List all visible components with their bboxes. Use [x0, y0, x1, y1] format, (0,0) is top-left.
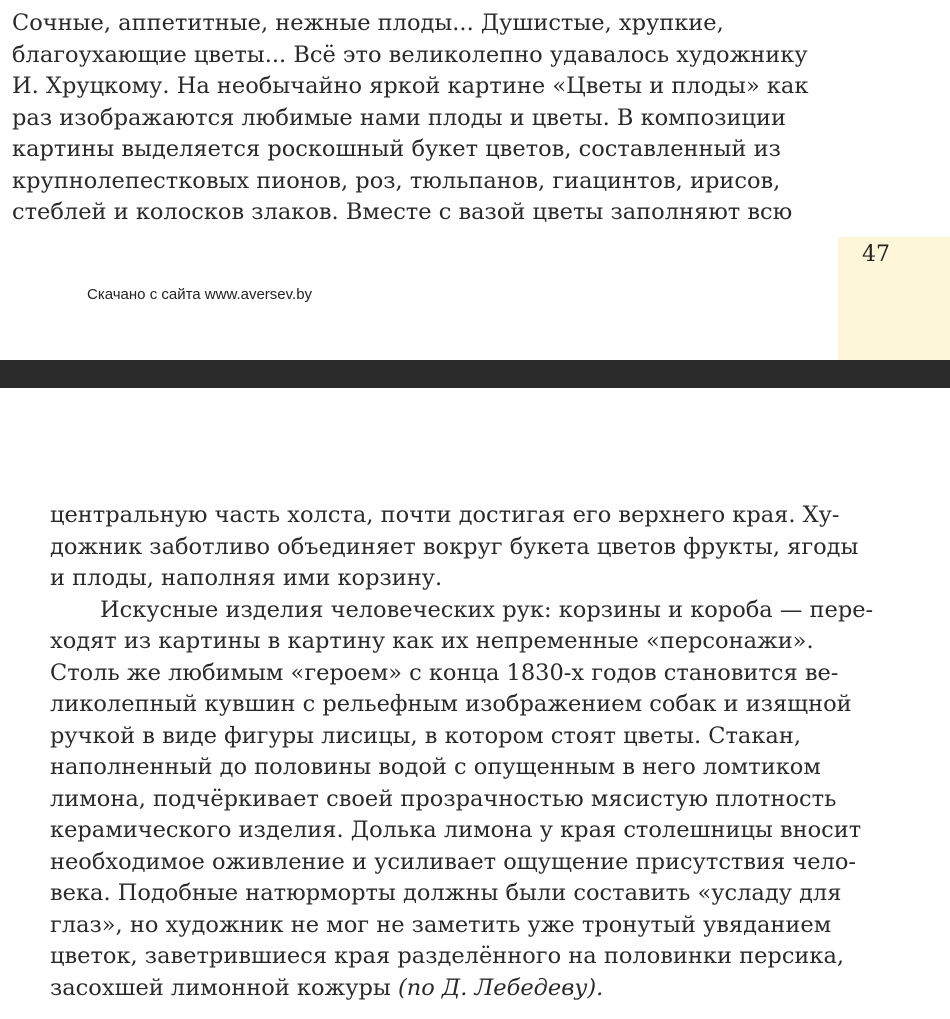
- top-page: [0, 0, 950, 360]
- page-number: 47: [862, 242, 890, 267]
- text-line: необходимое оживление и усиливает ощущение присутствия чело-: [50, 848, 857, 875]
- text-line-content: засохшей лимонной кожуры: [50, 974, 391, 1001]
- attribution: (по Д. Лебедеву).: [397, 974, 604, 1001]
- text-line: ходят из картины в картину как их непременные «персонажи».: [50, 628, 814, 654]
- bottom-page-paragraph: [50, 500, 935, 1004]
- text-line: Искусные изделия человеческих рук: корзины и короба — пере-: [100, 596, 874, 623]
- top-page-paragraph: [12, 8, 897, 229]
- text-line: благоухающие цветы... Всё это великолепно удавалось художнику: [12, 41, 808, 68]
- text-line: ликолепный кувшин с рельефным изображением собак и изящной: [50, 691, 852, 717]
- text-line: центральную часть холста, почти достигая его верхнего края. Ху-: [50, 502, 840, 528]
- page-divider: [0, 360, 950, 388]
- text-line: наполненный до половины водой с опущенным в него ломтиком: [50, 754, 821, 780]
- text-line: цветок, заветрившиеся края разделённого на половинки персика,: [50, 943, 845, 969]
- text-line: ручкой в виде фигуры лисицы, в котором стоят цветы. Стакан,: [50, 722, 801, 749]
- text-line: керамического изделия. Долька лимона у края столешницы вносит: [50, 817, 862, 843]
- last-text-line: [50, 973, 935, 1005]
- text-line: раз изображаются любимые нами плоды и цветы. В композиции: [12, 104, 786, 131]
- text-line: крупнолепестковых пионов, роз, тюльпанов, гиацинтов, ирисов,: [12, 167, 781, 194]
- text-line: лимона, подчёркивает своей прозрачностью мясистую плотность: [50, 785, 837, 812]
- text-line: И. Хруцкому. На необычайно яркой картине «Цветы и плоды» как: [12, 73, 809, 99]
- text-line: Столь же любимым «героем» с конца 1830-х годов становится ве-: [50, 659, 839, 686]
- text-line: века. Подобные натюрморты должны были составить «усладу для: [50, 880, 842, 906]
- text-line: и плоды, наполняя ими корзину.: [50, 565, 443, 591]
- text-line: картины выделяется роскошный букет цветов, составленный из: [12, 136, 781, 162]
- text-line: стеблей и колосков злаков. Вместе с вазой цветы заполняют всю: [12, 199, 793, 225]
- source-note: Скачано с сайта www.aversev.by: [87, 286, 313, 303]
- text-line: глаз», но художник не мог не заметить уже тронутый увяданием: [50, 911, 832, 938]
- text-line: дожник заботливо объединяет вокруг букета цветов фрукты, ягоды: [50, 533, 859, 560]
- page-margin-strip: [838, 237, 950, 360]
- text-line: Сочные, аппетитные, нежные плоды... Душистые, хрупкие,: [12, 10, 724, 36]
